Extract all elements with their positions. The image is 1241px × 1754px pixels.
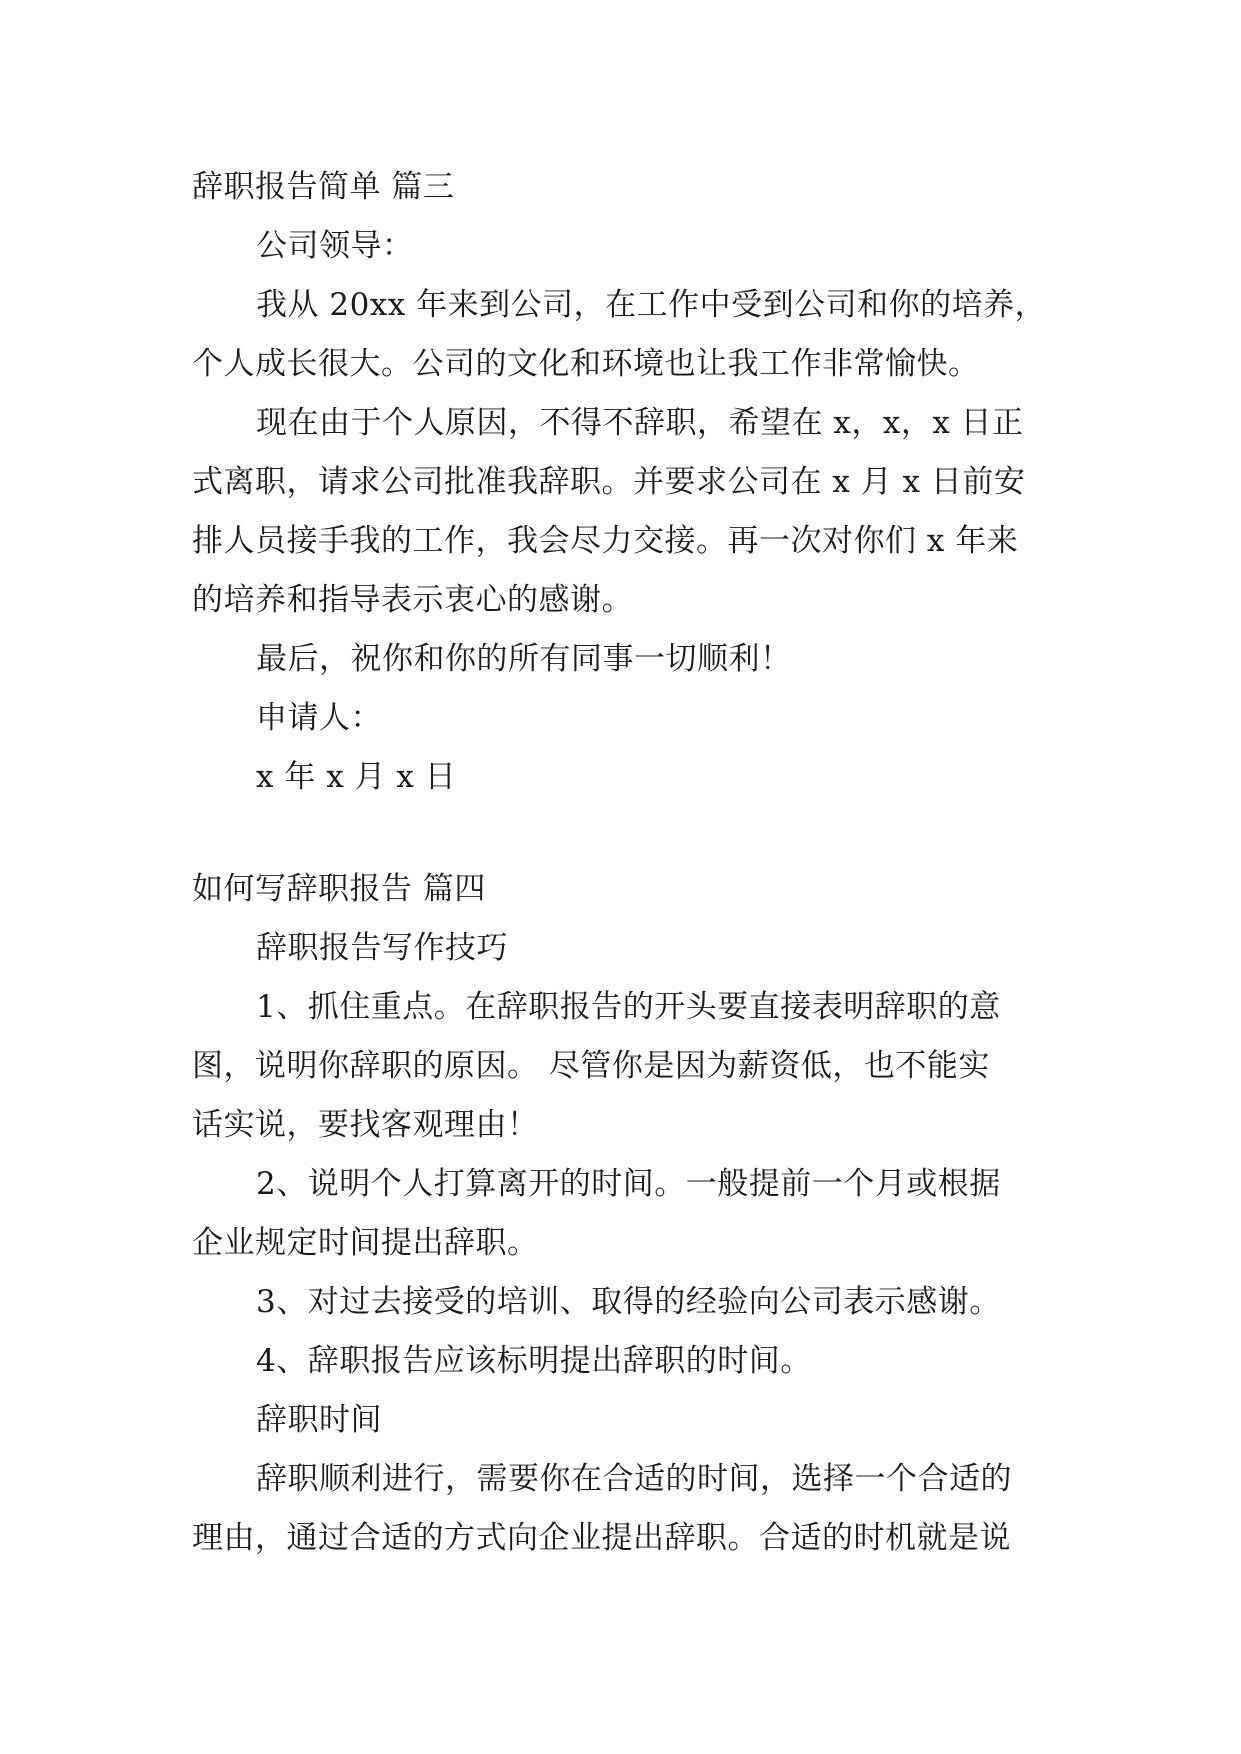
- paragraph-line: 2、说明个人打算离开的时间。一般提前一个月或根据: [256, 1166, 1001, 1202]
- paragraph-line: 辞职顺利进行，需要你在合适的时间，选择一个合适的: [256, 1461, 1012, 1497]
- date-line: x 年 x 月 x 日: [256, 759, 457, 795]
- paragraph-line: 话实说，要找客观理由！: [192, 1107, 539, 1143]
- closing-line: 最后，祝你和你的所有同事一切顺利！: [256, 641, 792, 677]
- section-resignation-simple: [192, 158, 1062, 807]
- section-heading: 辞职报告简单 篇三: [192, 169, 455, 205]
- paragraph-line: 我从 20xx 年来到公司，在工作中受到公司和你的培养，: [256, 287, 1047, 323]
- salutation: 公司领导：: [256, 228, 414, 264]
- paragraph-line: 的培养和指导表示衷心的感谢。: [192, 582, 633, 618]
- paragraph-line: 排人员接手我的工作，我会尽力交接。再一次对你们 x 年来: [192, 523, 1019, 559]
- paragraph-line: 3、对过去接受的培训、取得的经验向公司表示感谢。: [256, 1284, 1001, 1320]
- paragraph-line: 图，说明你辞职的原因。 尽管你是因为薪资低，也不能实: [192, 1048, 990, 1084]
- subheading: 辞职报告写作技巧: [256, 930, 508, 966]
- paragraph-line: 个人成长很大。公司的文化和环境也让我工作非常愉快。: [192, 346, 980, 382]
- subheading: 辞职时间: [256, 1402, 382, 1438]
- paragraph-line: 理由，通过合适的方式向企业提出辞职。合适的时机就是说: [192, 1520, 1011, 1556]
- paragraph-line: 1、抓住重点。在辞职报告的开头要直接表明辞职的意: [256, 989, 1001, 1025]
- paragraph-line: 企业规定时间提出辞职。: [192, 1225, 539, 1261]
- section-how-to-write: [192, 860, 1062, 1568]
- applicant-label: 申请人：: [256, 700, 382, 736]
- paragraph-line: 4、辞职报告应该标明提出辞职的时间。: [256, 1343, 812, 1379]
- paragraph-line: 式离职，请求公司批准我辞职。并要求公司在 x 月 x 日前安: [192, 464, 1026, 500]
- paragraph-line: 现在由于个人原因，不得不辞职，希望在 x，x，x 日正: [256, 405, 1024, 441]
- section-heading: 如何写辞职报告 篇四: [192, 871, 486, 907]
